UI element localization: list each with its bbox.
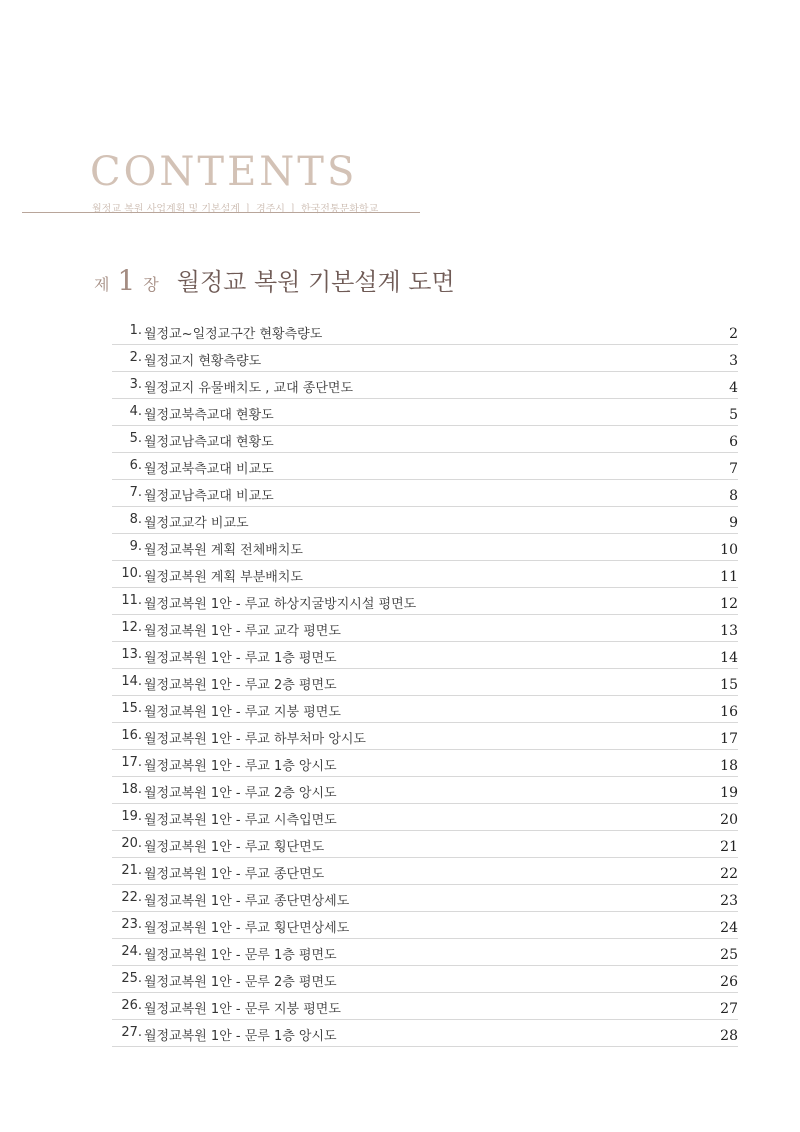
toc-entry-page: 28 xyxy=(720,1028,738,1044)
toc-entry-number: 2. xyxy=(129,350,142,365)
toc-entry-page: 24 xyxy=(720,920,738,936)
toc-entry-title: 월정교교각 비교도 xyxy=(144,516,249,531)
toc-entry-number: 8. xyxy=(129,512,142,527)
toc-entry-page: 19 xyxy=(720,785,738,801)
header-rule xyxy=(22,212,420,213)
toc-entry-number: 13. xyxy=(121,647,142,662)
toc-entry-title: 월정교복원 1안 - 루교 횡단면상세도 xyxy=(144,921,350,936)
toc-entry-number: 11. xyxy=(121,593,142,608)
toc-entry-number: 9. xyxy=(129,539,142,554)
toc-entry-title: 월정교남측교대 현황도 xyxy=(144,435,274,450)
toc-entry[interactable] xyxy=(112,723,738,750)
toc-entry-page: 8 xyxy=(729,488,738,504)
toc-entry-page: 4 xyxy=(729,380,738,396)
toc-entry-page: 7 xyxy=(729,461,738,477)
toc-entry-title: 월정교북측교대 비교도 xyxy=(144,462,274,477)
toc-entry-number: 17. xyxy=(121,755,142,770)
toc-entry[interactable] xyxy=(112,507,738,534)
toc-entry-title: 월정교복원 1안 - 문루 지붕 평면도 xyxy=(144,1002,341,1017)
toc-entry[interactable] xyxy=(112,858,738,885)
toc-entry[interactable] xyxy=(112,345,738,372)
toc-entry-page: 18 xyxy=(720,758,738,774)
toc-entry-number: 18. xyxy=(121,782,142,797)
toc-entry[interactable] xyxy=(112,615,738,642)
toc-entry-number: 21. xyxy=(121,863,142,878)
chapter-number: 1 xyxy=(117,264,136,297)
toc-entry[interactable] xyxy=(112,453,738,480)
toc-entry-title: 월정교복원 1안 - 루교 하상지굴방지시설 평면도 xyxy=(144,597,417,612)
toc-list xyxy=(112,318,738,1047)
toc-entry-page: 13 xyxy=(720,623,738,639)
toc-entry[interactable] xyxy=(112,966,738,993)
toc-entry-title: 월정교복원 1안 - 루교 2층 평면도 xyxy=(144,678,337,693)
toc-entry-title: 월정교복원 1안 - 루교 1층 평면도 xyxy=(144,651,337,666)
toc-entry-title: 월정교복원 1안 - 루교 시측입면도 xyxy=(144,813,337,828)
toc-entry-number: 4. xyxy=(129,404,142,419)
toc-entry[interactable] xyxy=(112,804,738,831)
toc-entry[interactable] xyxy=(112,1020,738,1047)
toc-entry-number: 27. xyxy=(121,1025,142,1040)
toc-entry-page: 15 xyxy=(720,677,738,693)
toc-entry[interactable] xyxy=(112,669,738,696)
toc-entry-page: 25 xyxy=(720,947,738,963)
toc-entry-number: 25. xyxy=(121,971,142,986)
toc-entry-title: 월정교지 유물배치도 , 교대 종단면도 xyxy=(144,381,354,396)
toc-entry-number: 1. xyxy=(129,323,142,338)
toc-entry-title: 월정교복원 1안 - 루교 교각 평면도 xyxy=(144,624,341,639)
toc-entry-page: 12 xyxy=(720,596,738,612)
toc-entry[interactable] xyxy=(112,642,738,669)
toc-entry-title: 월정교복원 1안 - 루교 종단면상세도 xyxy=(144,894,350,909)
chapter-suffix: 장 xyxy=(143,275,159,294)
toc-entry-page: 17 xyxy=(720,731,738,747)
document-subtitle: 월정교 복원 사업계획 및 기본설계 ㅣ 경주시 ㅣ 한국전통문화학교 xyxy=(92,204,379,215)
toc-entry-number: 19. xyxy=(121,809,142,824)
toc-entry-number: 23. xyxy=(121,917,142,932)
toc-entry-page: 20 xyxy=(720,812,738,828)
toc-entry-title: 월정교복원 1안 - 문루 2층 평면도 xyxy=(144,975,337,990)
toc-entry-number: 14. xyxy=(121,674,142,689)
toc-entry-number: 26. xyxy=(121,998,142,1013)
toc-entry[interactable] xyxy=(112,588,738,615)
toc-entry-title: 월정교복원 1안 - 루교 2층 앙시도 xyxy=(144,786,337,801)
toc-entry-title: 월정교~일정교구간 현황측량도 xyxy=(144,327,323,342)
toc-entry[interactable] xyxy=(112,939,738,966)
toc-entry-page: 16 xyxy=(720,704,738,720)
chapter-title: 월정교 복원 기본설계 도면 xyxy=(176,268,455,296)
toc-entry[interactable] xyxy=(112,426,738,453)
toc-entry-title: 월정교복원 1안 - 문루 1층 앙시도 xyxy=(144,1029,337,1044)
toc-entry-page: 5 xyxy=(729,407,738,423)
toc-entry-title: 월정교복원 1안 - 문루 1층 평면도 xyxy=(144,948,337,963)
toc-entry-page: 27 xyxy=(720,1001,738,1017)
toc-entry-title: 월정교남측교대 비교도 xyxy=(144,489,274,504)
toc-entry-number: 10. xyxy=(121,566,142,581)
toc-entry[interactable] xyxy=(112,480,738,507)
toc-entry-page: 22 xyxy=(720,866,738,882)
toc-entry-number: 3. xyxy=(129,377,142,392)
chapter-heading xyxy=(94,262,455,297)
toc-entry-title: 월정교지 현황측량도 xyxy=(144,354,262,369)
toc-entry-number: 6. xyxy=(129,458,142,473)
toc-entry-title: 월정교복원 계획 부분배치도 xyxy=(144,570,303,585)
toc-entry-number: 12. xyxy=(121,620,142,635)
toc-entry[interactable] xyxy=(112,399,738,426)
toc-entry-number: 22. xyxy=(121,890,142,905)
toc-entry[interactable] xyxy=(112,696,738,723)
toc-entry-title: 월정교복원 1안 - 루교 횡단면도 xyxy=(144,840,325,855)
toc-entry[interactable] xyxy=(112,561,738,588)
toc-entry-page: 26 xyxy=(720,974,738,990)
toc-entry-page: 14 xyxy=(720,650,738,666)
toc-entry-page: 10 xyxy=(720,542,738,558)
toc-entry[interactable] xyxy=(112,318,738,345)
toc-entry[interactable] xyxy=(112,534,738,561)
chapter-prefix: 제 xyxy=(94,275,110,294)
toc-entry-title: 월정교복원 1안 - 루교 1층 앙시도 xyxy=(144,759,337,774)
toc-entry-number: 16. xyxy=(121,728,142,743)
toc-entry-page: 9 xyxy=(729,515,738,531)
toc-entry[interactable] xyxy=(112,777,738,804)
toc-entry-page: 11 xyxy=(720,569,738,585)
toc-entry[interactable] xyxy=(112,750,738,777)
toc-entry-title: 월정교복원 1안 - 루교 하부처마 앙시도 xyxy=(144,732,366,747)
toc-entry-number: 20. xyxy=(121,836,142,851)
toc-entry-page: 6 xyxy=(729,434,738,450)
toc-entry-title: 월정교복원 계획 전체배치도 xyxy=(144,543,303,558)
toc-entry-page: 3 xyxy=(729,353,738,369)
toc-entry-number: 15. xyxy=(121,701,142,716)
toc-entry-page: 23 xyxy=(720,893,738,909)
toc-entry[interactable] xyxy=(112,372,738,399)
toc-entry-title: 월정교복원 1안 - 루교 종단면도 xyxy=(144,867,325,882)
toc-entry[interactable] xyxy=(112,912,738,939)
toc-entry[interactable] xyxy=(112,885,738,912)
toc-entry[interactable] xyxy=(112,993,738,1020)
toc-entry-page: 21 xyxy=(720,839,738,855)
toc-entry[interactable] xyxy=(112,831,738,858)
toc-entry-title: 월정교북측교대 현황도 xyxy=(144,408,274,423)
toc-entry-number: 24. xyxy=(121,944,142,959)
contents-title: CONTENTS xyxy=(90,149,358,195)
toc-entry-number: 7. xyxy=(129,485,142,500)
toc-entry-title: 월정교복원 1안 - 루교 지붕 평면도 xyxy=(144,705,341,720)
toc-entry-page: 2 xyxy=(729,326,738,342)
toc-entry-number: 5. xyxy=(129,431,142,446)
